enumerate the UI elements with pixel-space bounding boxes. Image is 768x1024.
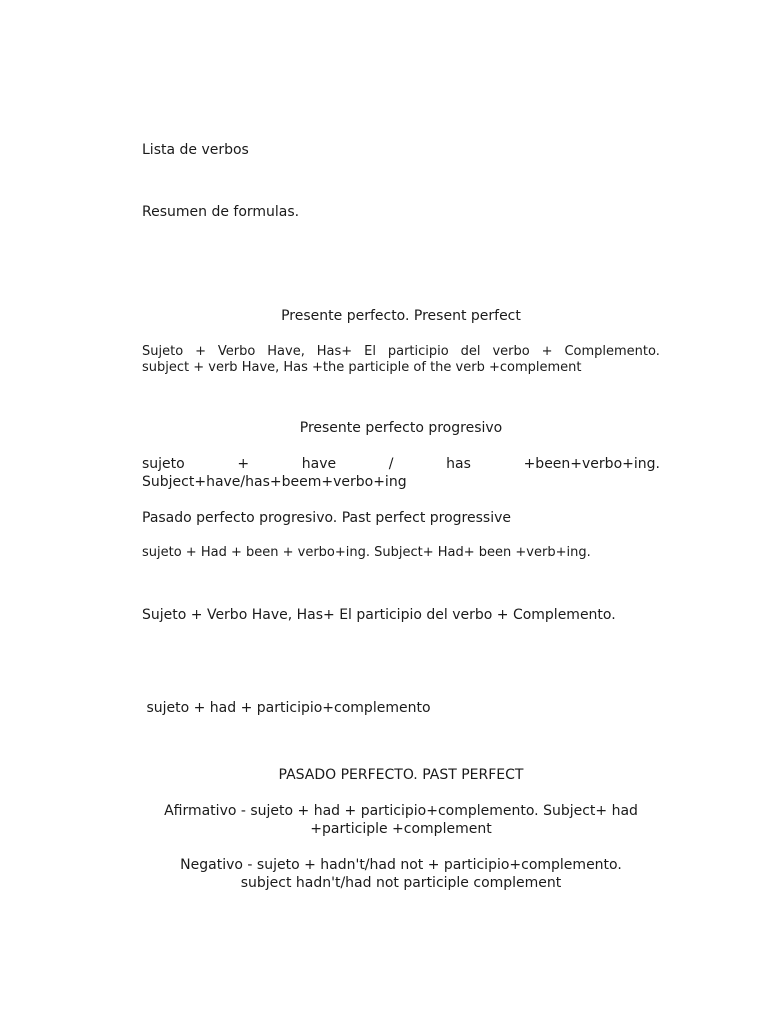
formula-word: del xyxy=(460,344,481,359)
past-perfect-negative-line1: Negativo - sujeto + hadn't/had not + participio+complemento. xyxy=(180,857,622,873)
past-perfect-title: PASADO PERFECTO. PAST PERFECT xyxy=(278,767,524,783)
present-perfect-formula-line1 xyxy=(142,343,660,360)
past-perfect-affirmative-line1: Afirmativo - sujeto + had + participio+complemento. Subject+ had xyxy=(164,803,638,819)
formula-word: has xyxy=(446,456,471,472)
past-perfect-progressive-title: Pasado perfecto progresivo. Past perfect progressive xyxy=(142,510,511,526)
present-perfect-formula-line2: subject + verb Have, Has +the participle of the verb +complement xyxy=(142,360,582,375)
formula-word: + xyxy=(541,344,553,359)
present-perfect-progressive-formula-line2: Subject+have/has+beem+verbo+ing xyxy=(142,474,407,490)
formula-word: El xyxy=(364,344,376,359)
heading-resumen-de-formulas: Resumen de formulas. xyxy=(142,204,300,220)
present-perfect-progressive-title: Presente perfecto progresivo xyxy=(299,420,503,436)
formula-word: have xyxy=(301,456,337,472)
past-perfect-negative-line2: subject hadn't/had not participle complement xyxy=(240,875,562,891)
formula-word: + xyxy=(195,344,206,359)
formula-word: Complemento. xyxy=(564,344,660,359)
formula-word: Sujeto xyxy=(142,344,184,359)
formula-word: / xyxy=(388,456,394,472)
formula-word: verbo xyxy=(492,344,530,359)
formula-word: Verbo xyxy=(217,344,256,359)
formula-word: + xyxy=(237,456,250,472)
formula-word: +been+verbo+ing. xyxy=(523,456,660,472)
heading-lista-de-verbos: Lista de verbos xyxy=(142,142,249,158)
formula-word: Have, xyxy=(267,344,305,359)
formula-word: participio xyxy=(387,344,449,359)
formula-word: sujeto xyxy=(142,456,185,472)
formula-had: sujeto + had + participio+complemento xyxy=(142,700,431,716)
present-perfect-progressive-formula-line1 xyxy=(142,455,660,473)
formula-word: Has+ xyxy=(316,344,353,359)
present-perfect-title: Presente perfecto. Present perfect xyxy=(281,308,521,324)
past-perfect-affirmative-line2: +participle +complement xyxy=(310,821,492,837)
formula-repeat: Sujeto + Verbo Have, Has+ El participio del verbo + Complemento. xyxy=(142,607,616,623)
past-perfect-progressive-formula: sujeto + Had + been + verbo+ing. Subject+ Had+ been +verb+ing. xyxy=(142,545,591,560)
